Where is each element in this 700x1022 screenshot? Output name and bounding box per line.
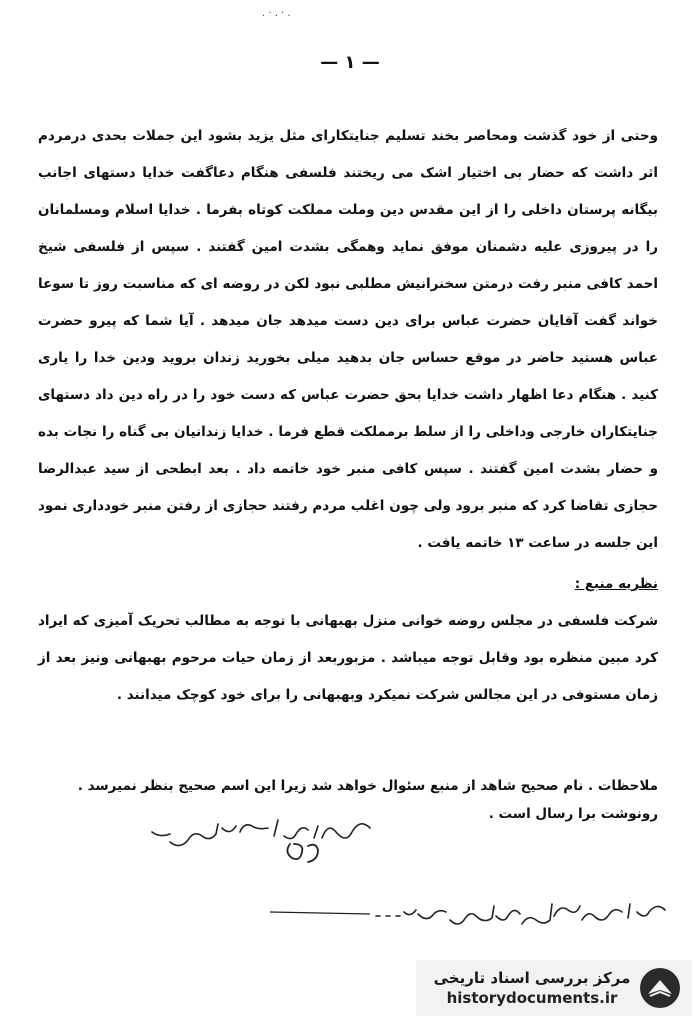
archive-watermark bbox=[416, 960, 692, 1016]
page-number: — ١ — bbox=[320, 52, 380, 73]
handwritten-number: ۶۸ bbox=[288, 864, 290, 865]
org-url: historydocuments.ir bbox=[446, 989, 618, 1007]
opinion-paragraph: شرکت فلسفی در مجلس روضه خوانی منزل بهبهانی با توجه به مطالب تحریک آمیزی که ایراد کرد مبین منظره بود وقابل توجه میباشد . مزبوربعد از زمان حیات مرحوم بهبهانی ونیز بعد از زمان مستوفی در این مجالس شرکت نمیکرد وبهبهانی را برای خود کوچک میدانند . bbox=[38, 613, 658, 703]
section-heading: نظریه منبع : bbox=[574, 576, 658, 592]
document-body bbox=[38, 118, 658, 714]
handwritten-filing-note bbox=[270, 890, 670, 950]
handwritten-annotation bbox=[140, 808, 380, 868]
notes-line-1: ملاحظات . نام صحیح شاهد از منبع سئوال خواهد شد زیرا این اسم صحیح بنظر نمیرسد . bbox=[77, 778, 658, 794]
org-name: مرکز بررسی اسناد تاریخی bbox=[433, 969, 631, 987]
notes-line-2: رونوشت برا رسال است . bbox=[488, 806, 658, 822]
body-paragraph: وحتی از خود گذشت ومحاصر بخند تسلیم جنایتکارای مثل یزید بشود این جملات بحدی درمردم اثر داشت که حضار بی اختیار اشک می ریختند فلسفی هنگام دعاگفت خدایا دستهای اجانب بیگانه پرستان داخلی را از این مقدس دین وملت مملکت کوتاه بفرما . خدایا اسلام ومسلمانان را در پیروزی علیه دشمنان موفق نماید وهمگی بشدت امین گفتند . سپس از فلسفی شیخ احمد کافی منبر رفت درمتن سخنرانیش مطلبی نبود لکن در روضه ای که مناسبت روز تا سوعا خواند گفت آقایان حضرت عباس برای دین دست میدهد جان میدهد . آیا شما که پیرو حضرت عباس هستید حاضر در موقع حساس جان بدهید میلی بخورید زندان بروید ودین خدا را یاری کنید . هنگام دعا اظهار داشت خدایا بحق حضرت عباس که دست خود را در راه دین داد دستهای جنایتکاران خارجی وداخلی را از سلط برمملکت قطع فرما . خدایا زندانیان بی گناه را نجات بده و حضار بشدت امین گفتند . سپس کافی منبر خود خاتمه داد . بعد ابطحی از سید عبدالرضا حجازی تقاضا کرد که منبر برود ولی چون اغلب مردم رفتند حجازی از رفتن منبر خودداری نمود این جلسه در ساعت ١٣ خاتمه یافت . bbox=[38, 128, 658, 551]
book-icon bbox=[638, 964, 682, 1012]
scan-specks: . · . · . bbox=[262, 8, 291, 19]
